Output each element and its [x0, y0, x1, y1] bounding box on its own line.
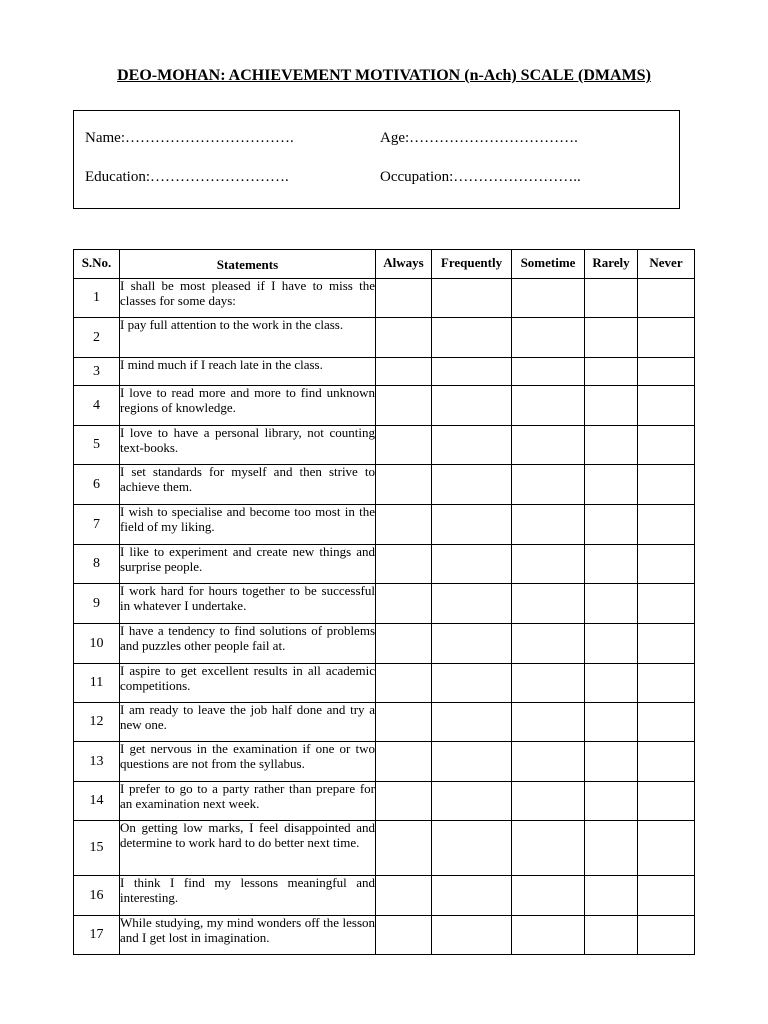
- statement-text: I aspire to get excellent results in all academic competitions.: [120, 664, 376, 703]
- response-cell-never[interactable]: [638, 545, 695, 584]
- response-cell-sometime[interactable]: [512, 584, 585, 624]
- row-number: 15: [74, 821, 120, 876]
- table-row: [74, 916, 695, 955]
- response-cell-rarely[interactable]: [585, 279, 638, 318]
- row-number: 14: [74, 782, 120, 821]
- table-row: [74, 505, 695, 545]
- response-cell-never[interactable]: [638, 782, 695, 821]
- table-row: [74, 318, 695, 358]
- response-cell-always[interactable]: [376, 742, 432, 782]
- header-never: Never: [638, 250, 695, 279]
- row-number: 17: [74, 916, 120, 955]
- response-cell-never[interactable]: [638, 916, 695, 955]
- table-row: [74, 279, 695, 318]
- response-cell-frequently[interactable]: [432, 916, 512, 955]
- row-number: 6: [74, 465, 120, 505]
- response-cell-sometime[interactable]: [512, 545, 585, 584]
- response-cell-sometime[interactable]: [512, 821, 585, 876]
- scale-table: [73, 249, 695, 955]
- response-cell-always[interactable]: [376, 782, 432, 821]
- response-cell-never[interactable]: [638, 426, 695, 465]
- table-row: [74, 782, 695, 821]
- response-cell-always[interactable]: [376, 386, 432, 426]
- response-cell-sometime[interactable]: [512, 386, 585, 426]
- response-cell-never[interactable]: [638, 465, 695, 505]
- statement-text: I work hard for hours together to be successful in whatever I undertake.: [120, 584, 376, 624]
- row-number: 10: [74, 624, 120, 664]
- table-row: [74, 358, 695, 386]
- table-row: [74, 386, 695, 426]
- response-cell-sometime[interactable]: [512, 782, 585, 821]
- response-cell-frequently[interactable]: [432, 782, 512, 821]
- response-cell-never[interactable]: [638, 876, 695, 916]
- row-number: 8: [74, 545, 120, 584]
- row-number: 1: [74, 279, 120, 318]
- response-cell-rarely[interactable]: [585, 426, 638, 465]
- response-cell-rarely[interactable]: [585, 545, 638, 584]
- row-number: 11: [74, 664, 120, 703]
- statement-text: I like to experiment and create new things and surprise people.: [120, 545, 376, 584]
- statement-text: I think I find my lessons meaningful and interesting.: [120, 876, 376, 916]
- response-cell-sometime[interactable]: [512, 876, 585, 916]
- response-cell-never[interactable]: [638, 318, 695, 358]
- table-row: [74, 821, 695, 876]
- response-cell-rarely[interactable]: [585, 876, 638, 916]
- response-cell-sometime[interactable]: [512, 916, 585, 955]
- response-cell-frequently[interactable]: [432, 624, 512, 664]
- statement-text: I pay full attention to the work in the class.: [120, 318, 376, 358]
- statement-text: I prefer to go to a party rather than prepare for an examination next week.: [120, 782, 376, 821]
- response-cell-never[interactable]: [638, 821, 695, 876]
- header-frequently: Frequently: [432, 250, 512, 279]
- response-cell-frequently[interactable]: [432, 584, 512, 624]
- table-row: [74, 742, 695, 782]
- education-field[interactable]: Education:……………………….: [85, 169, 289, 185]
- response-cell-always[interactable]: [376, 624, 432, 664]
- statement-text: On getting low marks, I feel disappointed and determine to work hard to do better next time.: [120, 821, 376, 876]
- statement-text: I am ready to leave the job half done and try a new one.: [120, 703, 376, 742]
- response-cell-rarely[interactable]: [585, 465, 638, 505]
- header-statements: Statements: [120, 250, 376, 279]
- response-cell-never[interactable]: [638, 505, 695, 545]
- row-number: 4: [74, 386, 120, 426]
- response-cell-never[interactable]: [638, 664, 695, 703]
- response-cell-frequently[interactable]: [432, 318, 512, 358]
- table-row: [74, 703, 695, 742]
- response-cell-rarely[interactable]: [585, 664, 638, 703]
- response-cell-frequently[interactable]: [432, 876, 512, 916]
- table-header-row: [74, 250, 695, 279]
- statement-text: I set standards for myself and then strive to achieve them.: [120, 465, 376, 505]
- response-cell-always[interactable]: [376, 664, 432, 703]
- table-row: [74, 584, 695, 624]
- response-cell-always[interactable]: [376, 916, 432, 955]
- response-cell-sometime[interactable]: [512, 426, 585, 465]
- row-number: 7: [74, 505, 120, 545]
- response-cell-rarely[interactable]: [585, 358, 638, 386]
- response-cell-always[interactable]: [376, 821, 432, 876]
- row-number: 3: [74, 358, 120, 386]
- response-cell-never[interactable]: [638, 703, 695, 742]
- response-cell-rarely[interactable]: [585, 916, 638, 955]
- header-sometime: Sometime: [512, 250, 585, 279]
- response-cell-rarely[interactable]: [585, 703, 638, 742]
- row-number: 12: [74, 703, 120, 742]
- table-row: [74, 624, 695, 664]
- name-field[interactable]: Name:…………………………….: [85, 130, 294, 146]
- statement-text: I shall be most pleased if I have to miss the classes for some days:: [120, 279, 376, 318]
- response-cell-rarely[interactable]: [585, 821, 638, 876]
- response-cell-always[interactable]: [376, 505, 432, 545]
- header-always: Always: [376, 250, 432, 279]
- row-number: 13: [74, 742, 120, 782]
- response-cell-sometime[interactable]: [512, 505, 585, 545]
- response-cell-frequently[interactable]: [432, 821, 512, 876]
- response-cell-frequently[interactable]: [432, 703, 512, 742]
- response-cell-always[interactable]: [376, 545, 432, 584]
- age-field[interactable]: Age:…………………………….: [380, 130, 578, 146]
- statement-text: I love to read more and more to find unknown regions of knowledge.: [120, 386, 376, 426]
- row-number: 9: [74, 584, 120, 624]
- response-cell-rarely[interactable]: [585, 624, 638, 664]
- response-cell-sometime[interactable]: [512, 664, 585, 703]
- response-cell-frequently[interactable]: [432, 426, 512, 465]
- response-cell-always[interactable]: [376, 358, 432, 386]
- response-cell-always[interactable]: [376, 279, 432, 318]
- response-cell-never[interactable]: [638, 624, 695, 664]
- response-cell-rarely[interactable]: [585, 318, 638, 358]
- response-cell-frequently[interactable]: [432, 545, 512, 584]
- row-number: 16: [74, 876, 120, 916]
- response-cell-always[interactable]: [376, 703, 432, 742]
- response-cell-always[interactable]: [376, 465, 432, 505]
- response-cell-frequently[interactable]: [432, 358, 512, 386]
- table-row: [74, 876, 695, 916]
- response-cell-rarely[interactable]: [585, 584, 638, 624]
- response-cell-rarely[interactable]: [585, 386, 638, 426]
- response-cell-sometime[interactable]: [512, 358, 585, 386]
- statement-text: I get nervous in the examination if one or two questions are not from the syllabus.: [120, 742, 376, 782]
- row-number: 2: [74, 318, 120, 358]
- response-cell-sometime[interactable]: [512, 465, 585, 505]
- table-row: [74, 545, 695, 584]
- response-cell-never[interactable]: [638, 386, 695, 426]
- response-cell-always[interactable]: [376, 876, 432, 916]
- table-row: [74, 664, 695, 703]
- response-cell-never[interactable]: [638, 358, 695, 386]
- response-cell-sometime[interactable]: [512, 742, 585, 782]
- respondent-info-box: [73, 110, 680, 209]
- response-cell-frequently[interactable]: [432, 465, 512, 505]
- response-cell-rarely[interactable]: [585, 505, 638, 545]
- statement-text: I have a tendency to find solutions of problems and puzzles other people fail at.: [120, 624, 376, 664]
- occupation-field[interactable]: Occupation:……………………..: [380, 169, 581, 185]
- statement-text: I love to have a personal library, not counting text-books.: [120, 426, 376, 465]
- response-cell-sometime[interactable]: [512, 318, 585, 358]
- response-cell-always[interactable]: [376, 426, 432, 465]
- response-cell-sometime[interactable]: [512, 279, 585, 318]
- response-cell-frequently[interactable]: [432, 505, 512, 545]
- header-rarely: Rarely: [585, 250, 638, 279]
- response-cell-never[interactable]: [638, 584, 695, 624]
- response-cell-never[interactable]: [638, 742, 695, 782]
- response-cell-frequently[interactable]: [432, 386, 512, 426]
- response-cell-rarely[interactable]: [585, 742, 638, 782]
- response-cell-frequently[interactable]: [432, 279, 512, 318]
- response-cell-always[interactable]: [376, 318, 432, 358]
- response-cell-sometime[interactable]: [512, 703, 585, 742]
- response-cell-frequently[interactable]: [432, 664, 512, 703]
- statement-text: I wish to specialise and become too most in the field of my liking.: [120, 505, 376, 545]
- response-cell-rarely[interactable]: [585, 782, 638, 821]
- response-cell-always[interactable]: [376, 584, 432, 624]
- page-title: DEO-MOHAN: ACHIEVEMENT MOTIVATION (n-Ach) SCALE (DMAMS): [117, 67, 651, 84]
- header-sno: S.No.: [74, 250, 120, 279]
- row-number: 5: [74, 426, 120, 465]
- response-cell-sometime[interactable]: [512, 624, 585, 664]
- response-cell-frequently[interactable]: [432, 742, 512, 782]
- table-body: [74, 279, 695, 955]
- statement-text: While studying, my mind wonders off the lesson and I get lost in imagination.: [120, 916, 376, 955]
- statement-text: I mind much if I reach late in the class.: [120, 358, 376, 386]
- table-row: [74, 426, 695, 465]
- response-cell-never[interactable]: [638, 279, 695, 318]
- table-row: [74, 465, 695, 505]
